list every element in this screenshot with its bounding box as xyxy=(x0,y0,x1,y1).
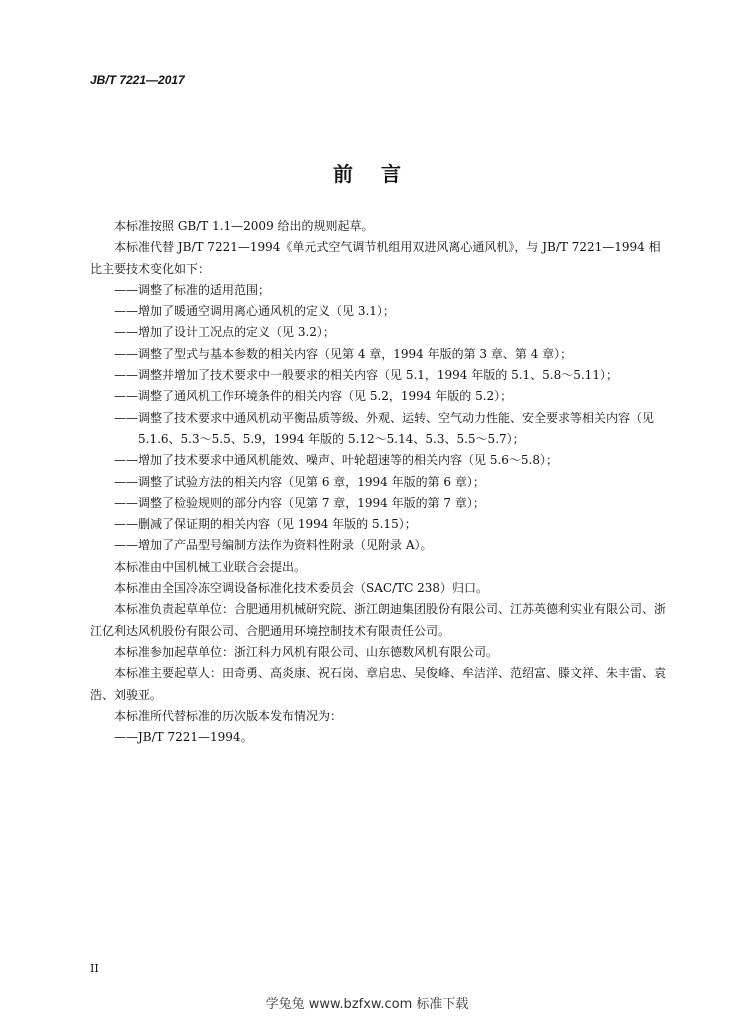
page-number: II xyxy=(90,962,99,975)
paragraph-lead-drafters: 本标准负责起草单位：合肥通用机械研究院、浙江朗迪集团股份有限公司、江苏英德利实业有限公司、浙江亿利达风机股份有限公司、合肥通用环境控制技术有限责任公司。 xyxy=(90,602,667,638)
document-code-header: JB/T 7221—2017 xyxy=(90,73,185,87)
paragraph-participating-drafters: 本标准参加起草单位：浙江科力风机有限公司、山东德数风机有限公司。 xyxy=(114,644,499,659)
change-item: ——增加了产品型号编制方法作为资料性附录（见附录 A）。 xyxy=(114,538,433,553)
change-item: ——调整了标准的适用范围； xyxy=(114,282,271,297)
foreword-body xyxy=(90,216,670,748)
paragraph-version-history: 本标准所代替标准的历次版本发布情况为： xyxy=(114,708,343,723)
paragraph-replaces: 本标准代替 JB/T 7221—1994《单元式空气调节机组用双进风离心通风机》，与 JB/T 7221—1994 相比主要技术变化如下： xyxy=(90,240,661,276)
change-item: ——调整了试验方法的相关内容（见第 6 章，1994 年版的第 6 章）； xyxy=(114,474,485,489)
watermark-footer: 学兔兔 www.bzfxw.com 标准下载 xyxy=(265,997,469,1012)
section-title: 前言 xyxy=(333,162,429,186)
change-item: ——调整了检验规则的部分内容（见第 7 章，1994 年版的第 7 章）； xyxy=(114,495,485,510)
change-item: ——调整了型式与基本参数的相关内容（见第 4 章，1994 年版的第 3 章、第 4 章）； xyxy=(114,346,573,361)
paragraph-administered-by: 本标准由全国冷冻空调设备标准化技术委员会（SAC/TC 238）归口。 xyxy=(114,581,489,596)
change-item: ——增加了设计工况点的定义（见 3.2）； xyxy=(114,325,335,340)
paragraph-drafting-rules: 本标准按照 GB/T 1.1—2009 给出的规则起草。 xyxy=(114,219,374,233)
change-item: ——删减了保证期的相关内容（见 1994 年版的 5.15）； xyxy=(114,517,417,532)
change-item: ——调整了通风机工作环境条件的相关内容（见 5.2，1994 年版的 5.2）； xyxy=(114,389,513,404)
paragraph-main-drafters: 本标准主要起草人：田奇勇、高炎康、祝石岗、章启忠、吴俊峰、牟洁洋、范绍富、滕文祥、朱丰雷、袁浩、刘骏亚。 xyxy=(90,666,667,702)
change-item: ——增加了技术要求中通风机能效、噪声、叶轮超速等的相关内容（见 5.6～5.8）； xyxy=(114,453,558,468)
change-item: ——调整并增加了技术要求中一般要求的相关内容（见 5.1，1994 年版的 5.1、5.8～5.11）； xyxy=(114,368,618,383)
change-item: ——增加了暖通空调用离心通风机的定义（见 3.1）； xyxy=(114,304,395,319)
change-item: ——调整了技术要求中通风机动平衡品质等级、外观、运转、空气动力性能、安全要求等相关内容（见 5.1.6、5.3～5.5、5.9，1994 年版的 5.12～5.14、5.3、5.5～5.7）； xyxy=(114,410,655,446)
history-item: ——JB/T 7221—1994。 xyxy=(114,730,253,745)
paragraph-proposed-by: 本标准由中国机械工业联合会提出。 xyxy=(114,559,307,574)
